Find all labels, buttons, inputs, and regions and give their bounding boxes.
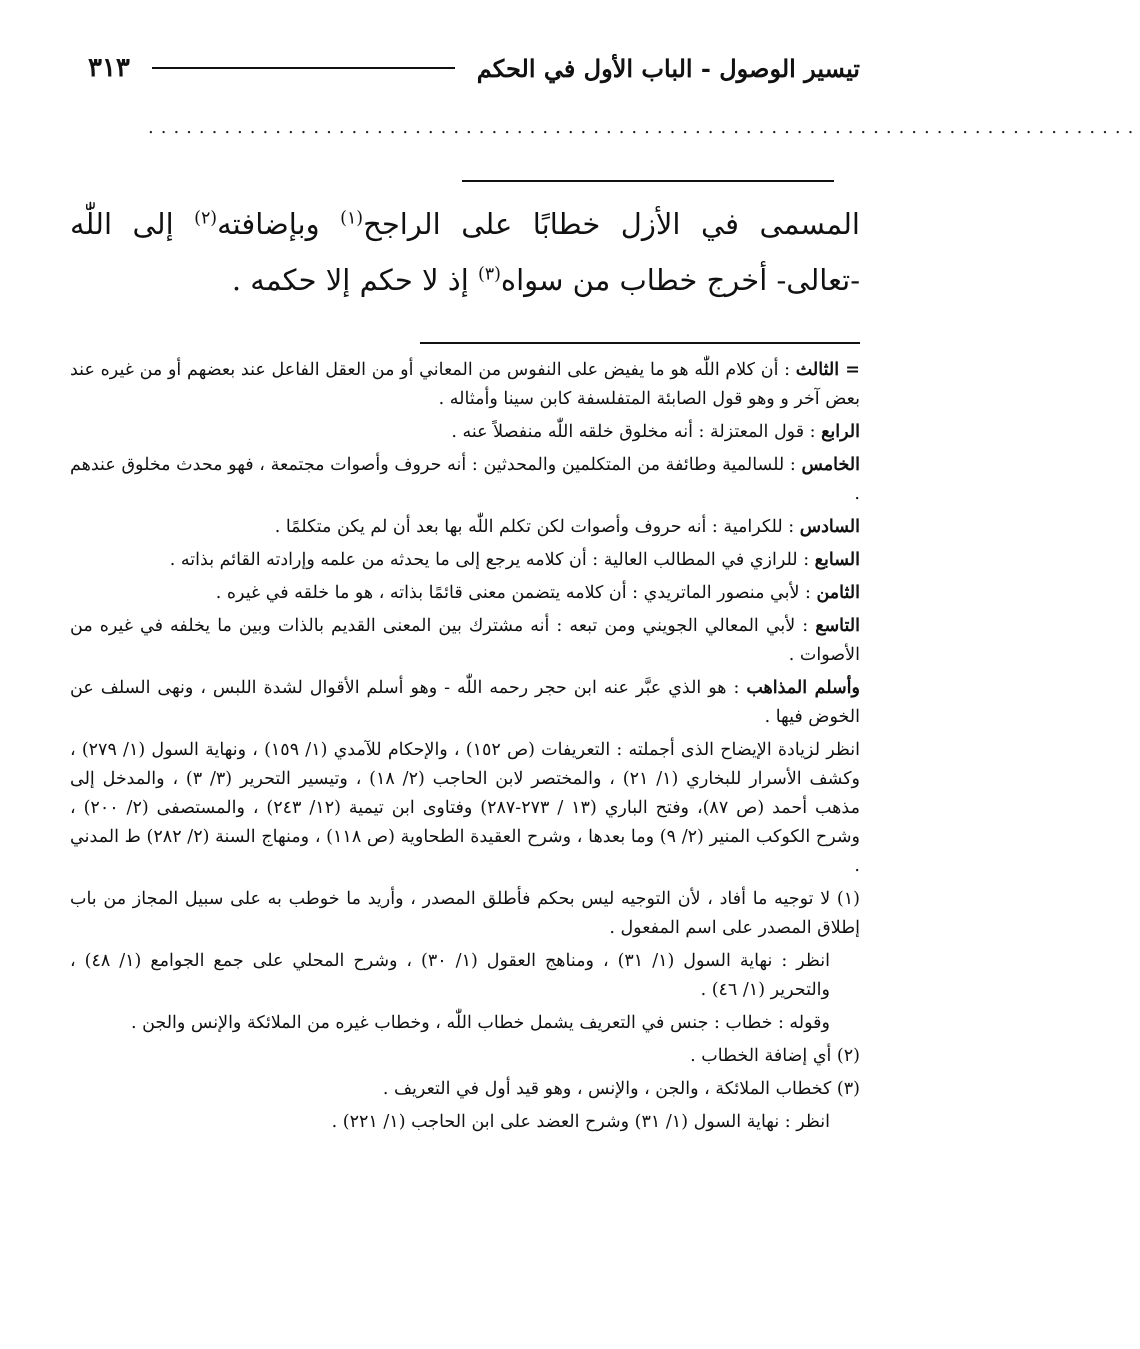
- note-text: : لأبي المعالي الجويني ومن تبعه : أنه مشترك بين المعنى القديم بالذات وبين ما يخلفه في غيره من الأصوات .: [70, 616, 860, 665]
- page-number: ٣١٣: [88, 53, 130, 83]
- note-heading: السابع: [814, 550, 860, 570]
- footnote-1-reference: انظر : نهاية السول (١/ ٣١) ، ومناهج العقول (١/ ٣٠) ، وشرح المحلي على جمع الجوامع (١/ ٤٨) ، والتحرير (١/ ٤٦) .: [70, 951, 830, 1000]
- footnotes-area: [70, 356, 860, 1141]
- note-heading: الخامس: [801, 455, 860, 475]
- main-text-part: إذ لا حكم إلا حكمه .: [231, 263, 478, 297]
- note-paragraph: [70, 579, 860, 608]
- footnote-ref: (٢): [194, 208, 218, 229]
- note-heading: التاسع: [815, 616, 860, 636]
- page-header: [88, 48, 860, 88]
- footnotes-rule: [420, 342, 860, 344]
- note-text: انظر لزيادة الإيضاح الذى أجملته : التعريفات (ص ١٥٢) ، والإحكام للآمدي (١/ ١٥٩) ، ونهاية السول (١/ ٢٧٩) ، وكشف الأسرار للبخاري (١/ ٢١) ، والمختصر لابن الحاجب (٢/ ١٨) ، وتيسير التحرير (٣/ ٣) ، والمدخل إلى مذهب أحمد (ص ٨٧)، وفتح الباري (١٣ / ٢٧٣-٢٨٧) وفتاوى ابن تيمية (١٢/ ٢٤٣) ، والمستصفى (٢/ ٢٠٠) ، وشرح الكوكب المنير (٢/ ٩) وما بعدها ، وشرح العقيدة الطحاوية (ص ١١٨) ، ومنهاج السنة (٢/ ٢٨٢) ط المدني .: [70, 740, 861, 876]
- references-paragraph: [70, 736, 860, 881]
- footnote-3: (٣) كخطاب الملائكة ، والجن ، والإنس ، وهو قيد أول في التعريف .: [382, 1079, 860, 1099]
- footnote-3-reference: انظر : نهاية السول (١/ ٣١) وشرح العضد على ابن الحاجب (١/ ٢٢١) .: [331, 1112, 830, 1132]
- note-text: : للرازي في المطالب العالية : أن كلامه يرجع إلى ما يحدثه من علمه وإرادته القائم بذاته .: [169, 550, 815, 570]
- note-heading: الرابع: [821, 422, 860, 442]
- note-text: : هو الذي عبَّر عنه ابن حجر رحمه اللّٰه - وهو أسلم الأقوال لشدة اللبس ، ونهى السلف عن الخوض فيها .: [70, 678, 860, 727]
- main-text-part: وبإضافته: [217, 207, 341, 241]
- note-paragraph: [70, 546, 860, 575]
- note-paragraph: [70, 451, 860, 509]
- note-text: : للكرامية : أنه حروف وأصوات لكن تكلم اللّٰه بها بعد أن لم يكن متكلمًا .: [274, 517, 800, 537]
- note-paragraph: [70, 356, 860, 414]
- note-paragraph: [70, 418, 860, 447]
- note-text: : للسالمية وطائفة من المتكلمين والمحدثين : أنه حروف وأصوات مجتمعة ، فهو محدث مخلوق عندهم .: [70, 455, 860, 504]
- footnote-2: (٢) أي إضافة الخطاب .: [690, 1046, 860, 1066]
- dotted-separator: ..............................................................................: [148, 117, 1140, 138]
- note-heading: = الثالث: [795, 360, 860, 380]
- note-paragraph: [70, 513, 860, 542]
- footnote-1-comment: وقوله : خطاب : جنس في التعريف يشمل خطاب اللّٰه ، وخطاب غيره من الملائكة والإنس والجن .: [130, 1013, 830, 1033]
- main-text-part: المسمى في الأزل خطابًا على الراجح: [363, 207, 860, 241]
- header-rule: [152, 67, 455, 69]
- note-text: : لأبي منصور الماتريدي : أن كلامه يتضمن معنى قائمًا بذاته ، هو ما خلقه في غيره .: [215, 583, 817, 603]
- note-heading: الثامن: [816, 583, 860, 603]
- note-paragraph: [70, 674, 860, 732]
- running-title: تيسير الوصول - الباب الأول في الحكم: [476, 53, 860, 83]
- note-text: : قول المعتزلة : أنه مخلوق خلقه اللّٰه منفصلاً عنه .: [451, 422, 822, 442]
- top-rule: [462, 180, 834, 182]
- main-text-part: إلى اللّٰه -تعالى- أخرج خطاب من سواه: [70, 207, 860, 297]
- note-paragraph: [70, 612, 860, 670]
- note-heading: السادس: [799, 517, 860, 537]
- note-heading: وأسلم المذاهب: [746, 678, 860, 698]
- footnote-ref: (٣): [477, 264, 501, 285]
- footnote-1: (١) لا توجيه ما أفاد ، لأن التوجيه ليس بحكم فأطلق المصدر ، وأريد ما خوطب به على سبيل المجاز من باب إطلاق المصدر على اسم المفعول .: [70, 889, 860, 938]
- note-text: : أن كلام اللّٰه هو ما يفيض على النفوس من المعاني أو من العقل الفاعل عند بعضهم أو من غيره عند بعض آخر و وهو قول الصابئة المتفلسفة كابن سينا وأمثاله .: [70, 360, 860, 409]
- main-text: [70, 196, 860, 308]
- footnote-ref: (١): [340, 208, 364, 229]
